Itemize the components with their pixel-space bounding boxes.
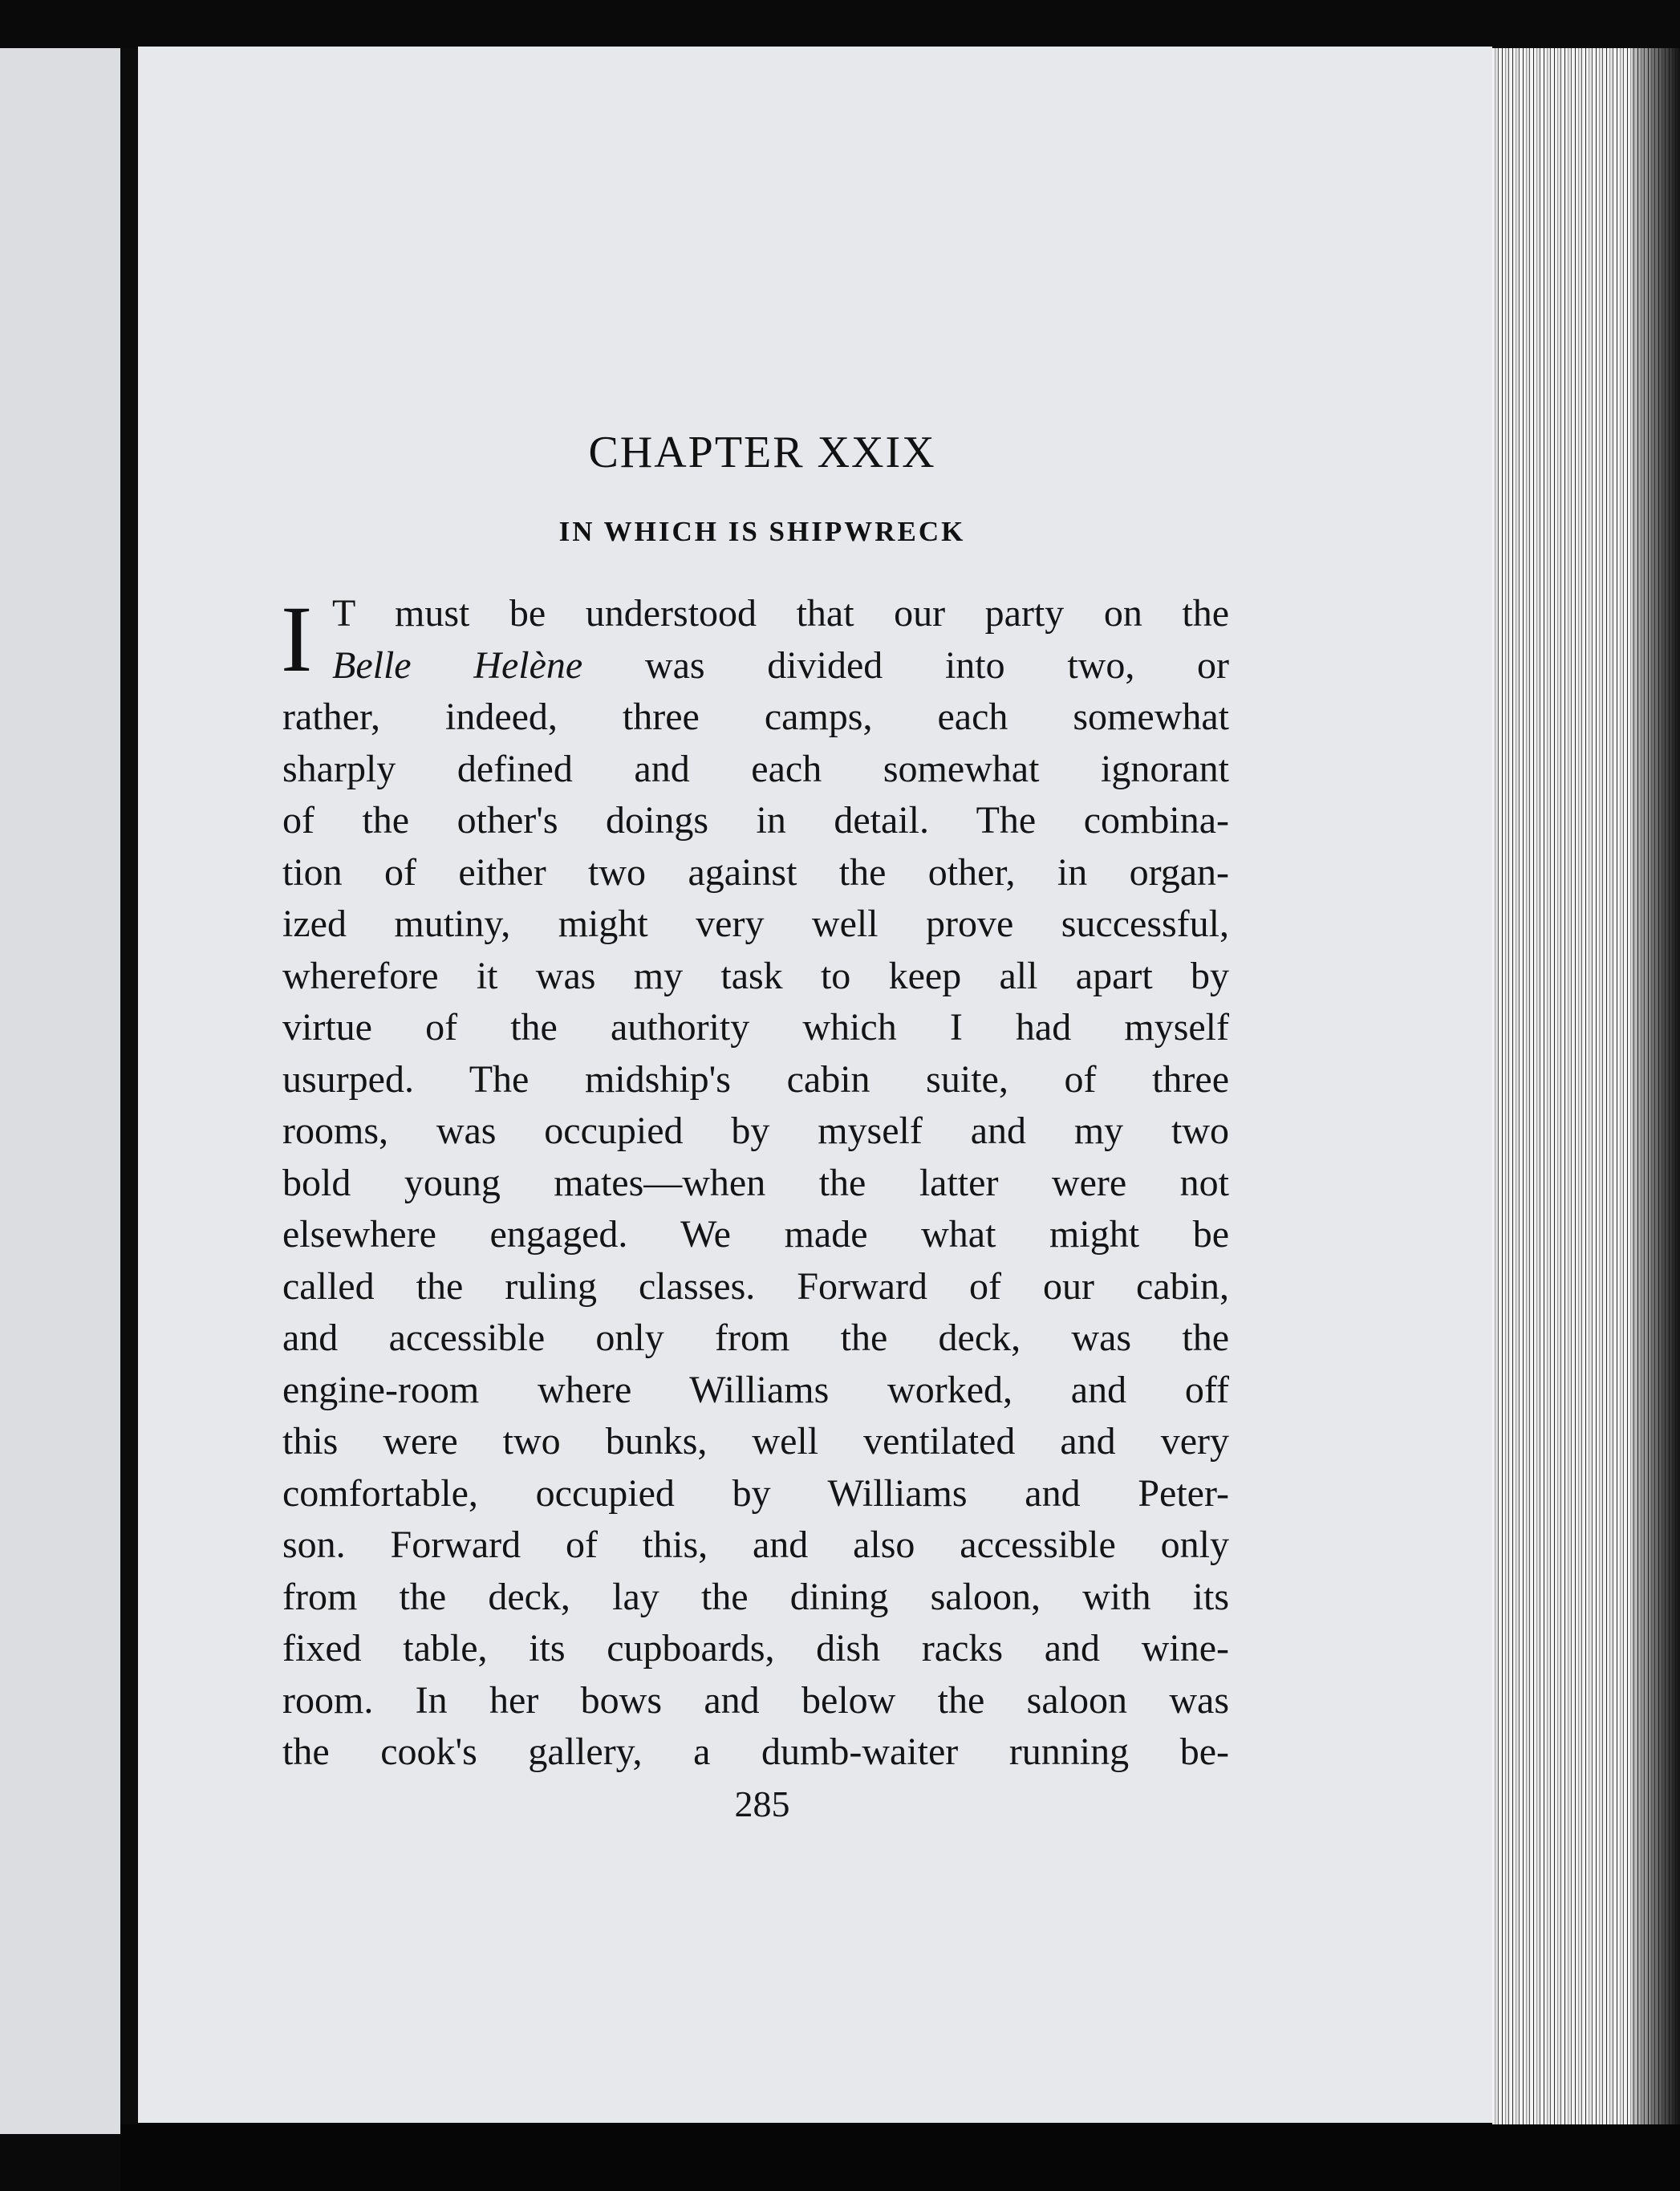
text-line: and accessible only from the deck, was the [282, 1317, 1229, 1359]
page-edges-texture [1492, 48, 1680, 2150]
text-line: virtue of the authority which I had myself [282, 1006, 1229, 1049]
text-line: elsewhere engaged. We made what might be [282, 1213, 1229, 1256]
text-line: this were two bunks, well ventilated and very [282, 1420, 1229, 1463]
text-line: called the ruling classes. Forward of our cabin, [282, 1264, 1229, 1308]
text-line: the cook's gallery, a dumb-waiter running be- [282, 1730, 1229, 1773]
text-line: T must be understood that our party on the [332, 592, 1229, 635]
text-line: of the other's doings in detail. The combina- [282, 799, 1229, 842]
chapter-title: CHAPTER XXIX [588, 428, 936, 477]
text-line: engine-room where Williams worked, and off [282, 1368, 1229, 1411]
chapter-subtitle: IN WHICH IS SHIPWRECK [558, 516, 966, 547]
scan-bottom-border [120, 2124, 1680, 2191]
text-line: wherefore it was my task to keep all apart by [282, 954, 1229, 997]
binding-gutter [120, 48, 138, 2126]
text-line: bold young mates—when the latter were not [282, 1161, 1229, 1204]
body-paragraph [282, 588, 1229, 1779]
text-line: fixed table, its cupboards, dish racks and wine- [282, 1627, 1229, 1670]
text-line: from the deck, lay the dining saloon, with its [282, 1575, 1229, 1618]
text-line: son. Forward of this, and also accessible only [282, 1524, 1229, 1566]
ship-name: Belle Helène [332, 643, 583, 687]
text-line [282, 640, 1229, 692]
text-line: ized mutiny, might very well prove successful, [282, 903, 1229, 945]
text-line: usurped. The midship's cabin suite, of three [282, 1057, 1229, 1101]
drop-cap: I [281, 586, 313, 692]
text-line: comfortable, occupied by Williams and Peter- [282, 1471, 1229, 1515]
text-line: sharply defined and each somewhat ignorant [282, 747, 1229, 790]
text-fragment: was divided into two, or [644, 643, 1230, 687]
page-number: 285 [734, 1783, 790, 1824]
text-line: tion of either two against the other, in organ- [282, 850, 1229, 894]
text-line: rooms, was occupied by myself and my two [282, 1110, 1229, 1152]
text-line: rather, indeed, three camps, each somewhat [282, 696, 1229, 738]
facing-page-edge [0, 48, 120, 2134]
text-line: room. In her bows and below the saloon was [282, 1678, 1229, 1722]
